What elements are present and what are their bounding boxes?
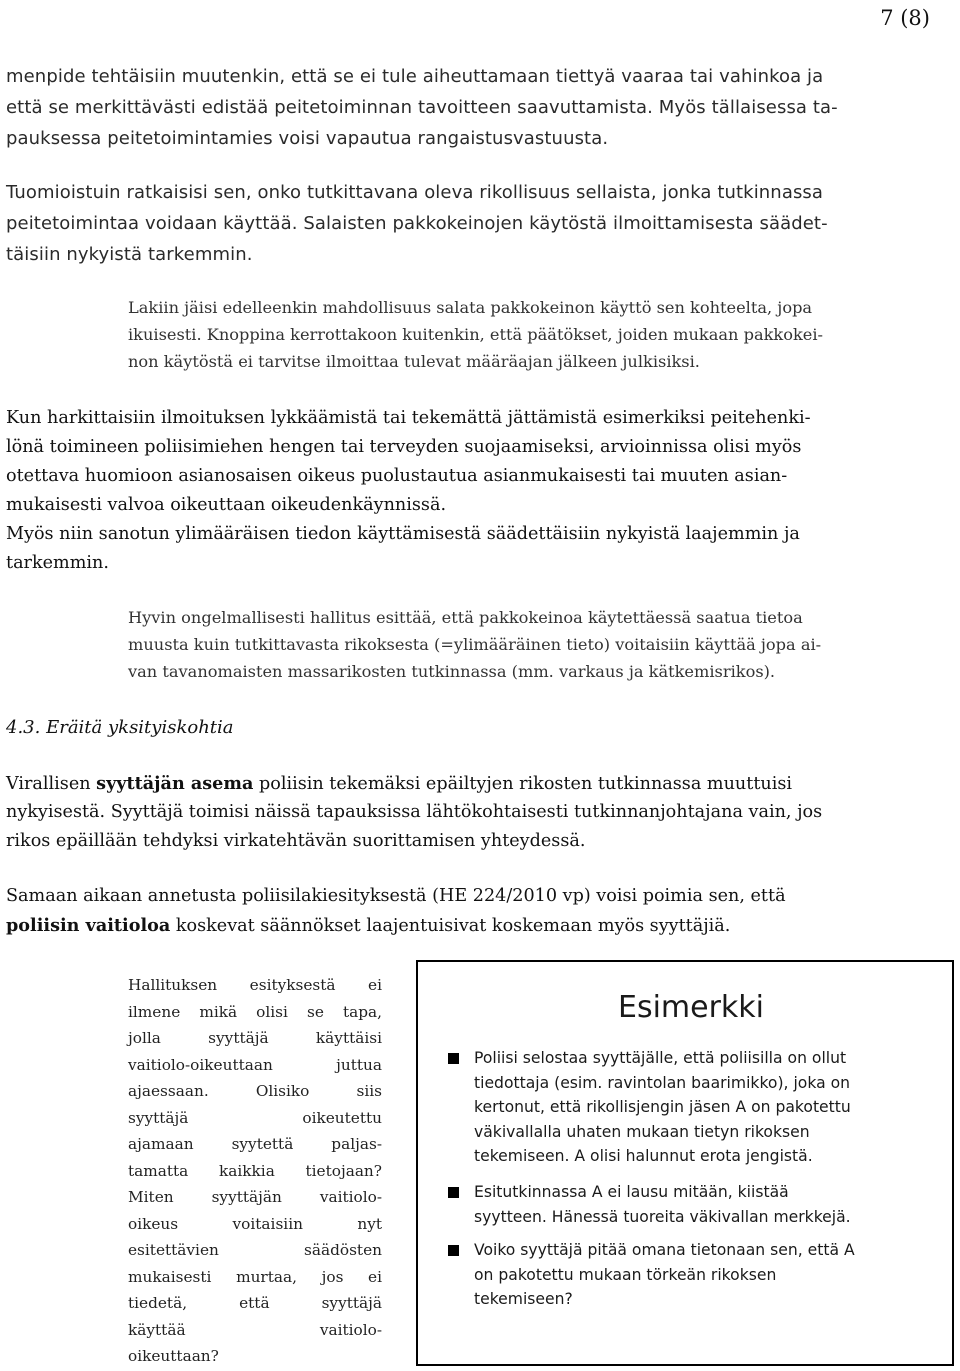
text-line: Hyvin ongelmallisesti hallitus esittää, että pakkokeinoa käytettäessä saatua tietoa bbox=[128, 608, 803, 627]
text-line: muusta kuin tutkittavasta rikoksesta (=ylimääräinen tieto) voitaisiin käyttää jopa ai- bbox=[128, 635, 822, 654]
sidebar-line: Miten syyttäjän vaitiolo- bbox=[128, 1188, 382, 1206]
text-line: että se merkittävästi edistää peitetoiminnan tavoitteen saavuttamista. Myös tällaisessa ta- bbox=[6, 97, 838, 118]
text-line: Samaan aikaan annetusta poliisilakiesityksestä (HE 224/2010 vp) voisi poimia sen, että bbox=[6, 886, 786, 906]
sidebar-line: ilmene mikä olisi se tapa, bbox=[128, 1002, 382, 1021]
sidebar-line: oikeus voitaisiin nyt bbox=[128, 1214, 382, 1233]
text-line: rikos epäillään tehdyksi virkatehtävän suorittamisen yhteydessä. bbox=[6, 831, 586, 851]
text-line: tarkemmin. bbox=[6, 553, 109, 573]
text-line bbox=[6, 773, 792, 794]
example-title: Esimerkki bbox=[618, 990, 765, 1025]
sidebar-line: ajamaan syytettä paljas- bbox=[128, 1135, 382, 1153]
text-line bbox=[6, 915, 730, 936]
text-line: täisiin nykyistä tarkemmin. bbox=[6, 244, 253, 265]
sidebar-line: ajaessaan. Olisiko siis bbox=[128, 1082, 382, 1100]
text-line: lönä toimineen poliisimiehen hengen tai terveyden suojaamiseksi, arvioinnissa olisi myös bbox=[6, 437, 802, 457]
bullet-line: kertonut, että rikollisjengin jäsen A on pakotettu bbox=[474, 1098, 851, 1116]
sidebar-line: tiedetä, että syyttäjä bbox=[128, 1294, 382, 1312]
text-line: Kun harkittaisiin ilmoituksen lykkäämistä tai tekemättä jättämistä esimerkiksi peitehenki- bbox=[6, 408, 811, 428]
sidebar-line: Hallituksen esityksestä ei bbox=[128, 976, 382, 994]
text-line: nykyisestä. Syyttäjä toimisi näissä tapauksissa lähtökohtaisesti tutkinnanjohtajana vain, jos bbox=[6, 802, 823, 822]
text-line: menpide tehtäisiin muutenkin, että se ei tule aiheuttamaan tiettyä vaaraa tai vahinkoa ja bbox=[6, 66, 824, 87]
bullet-line: on pakotettu mukaan törkeän rikoksen bbox=[474, 1265, 777, 1284]
bullet-line: Voiko syyttäjä pitää omana tietonaan sen, että A bbox=[474, 1241, 855, 1259]
sidebar-line: vaitiolo-oikeuttaan juttua bbox=[128, 1055, 382, 1074]
text-line: Lakiin jäisi edelleenkin mahdollisuus salata pakkokeinon käyttö sen kohteelta, jopa bbox=[128, 298, 813, 317]
sidebar-line: jolla syyttäjä käyttäisi bbox=[128, 1029, 382, 1047]
text-line: otettava huomioon asianosaisen oikeus puolustautua asianmukaisesti tai muuten asian- bbox=[6, 466, 788, 486]
square-bullet-icon bbox=[448, 1187, 459, 1198]
sidebar-line: tamatta kaikkia tietojaan? bbox=[128, 1161, 382, 1180]
sidebar-line: käyttää vaitiolo- bbox=[128, 1320, 382, 1339]
bullet-text bbox=[474, 1238, 855, 1312]
page-number: 7 (8) bbox=[880, 6, 930, 30]
text-line: van tavanomaisten massarikosten tutkinnassa (mm. varkaus ja kätkemisrikos). bbox=[128, 662, 776, 681]
example-box bbox=[416, 960, 954, 1366]
bullet-line: tekemiseen? bbox=[474, 1290, 573, 1308]
text-run: koskevat säännökset laajentuisivat koskemaan myös syyttäjiä. bbox=[170, 916, 731, 936]
section-heading: 4.3. Eräitä yksityiskohtia bbox=[6, 717, 234, 738]
text-line: ikuisesti. Knoppina kerrottakoon kuitenkin, että päätökset, joiden mukaan pakkokei- bbox=[128, 325, 824, 344]
bullet-line: tiedottaja (esim. ravintolan baarimikko), joka on bbox=[474, 1073, 851, 1092]
bullet-text bbox=[474, 1180, 851, 1229]
text-line: non käytöstä ei tarvitse ilmoittaa tulevat määräajan jälkeen julkisiksi. bbox=[128, 352, 700, 371]
text-run: Virallisen bbox=[6, 774, 97, 794]
sidebar-line: mukaisesti murtaa, jos ei bbox=[128, 1267, 382, 1286]
text-line: pauksessa peitetoimintamies voisi vapautua rangaistusvastuusta. bbox=[6, 128, 609, 149]
bold-term: syyttäjän asema bbox=[96, 773, 254, 794]
sidebar-line: esitettävien säädösten bbox=[128, 1241, 382, 1259]
text-line: Tuomioistuin ratkaisisi sen, onko tutkittavana oleva rikollisuus sellaista, jonka tutkinnassa bbox=[6, 182, 824, 203]
text-line: mukaisesti valvoa oikeuttaan oikeudenkäynnissä. bbox=[6, 495, 447, 515]
bullet-text bbox=[474, 1046, 851, 1169]
bullet-line: Poliisi selostaa syyttäjälle, että poliisilla on ollut bbox=[474, 1049, 847, 1067]
bold-term: poliisin vaitioloa bbox=[6, 915, 171, 936]
text-line: Myös niin sanotun ylimääräisen tiedon käyttämisestä säädettäisiin nykyistä laajemmin ja bbox=[6, 524, 800, 544]
square-bullet-icon bbox=[448, 1053, 459, 1064]
bullet-line: Esitutkinnassa A ei lausu mitään, kiistää bbox=[474, 1183, 789, 1201]
bullet-line: tekemiseen. A olisi halunnut erota jengistä. bbox=[474, 1147, 813, 1165]
sidebar-note bbox=[128, 972, 382, 1370]
sidebar-line: oikeuttaan? bbox=[128, 1347, 219, 1365]
square-bullet-icon bbox=[448, 1245, 459, 1256]
text-run: poliisin tekemäksi epäiltyjen rikosten tutkinnassa muuttuisi bbox=[253, 774, 793, 794]
bullet-line: väkivallalla uhaten mukaan tietyn rikoksen bbox=[474, 1122, 810, 1141]
text-line: peitetoimintaa voidaan käyttää. Salaisten pakkokeinojen käytöstä ilmoittamisesta säädet- bbox=[6, 213, 828, 234]
sidebar-line: syyttäjä oikeutettu bbox=[128, 1108, 382, 1127]
bullet-line: syytteen. Hänessä tuoreita väkivallan merkkejä. bbox=[474, 1207, 851, 1226]
